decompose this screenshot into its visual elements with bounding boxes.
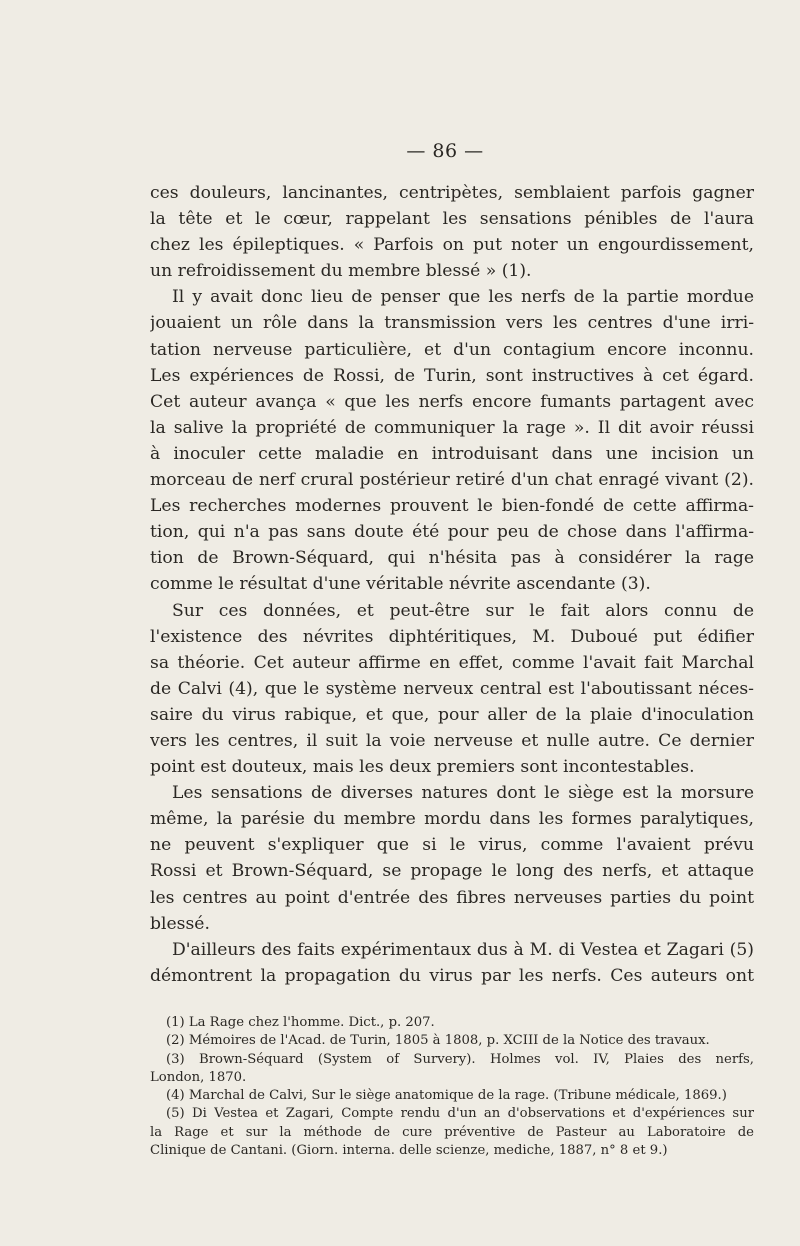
body-line: la salive la propriété de communiquer la rage ». Il dit avoir réussi (150, 417, 754, 438)
footnote-line: (1) La Rage chez l'homme. Dict., p. 207. (166, 1015, 435, 1030)
body-line: la tête et le cœur, rappelant les sensations pénibles de l'aura (150, 209, 754, 230)
body-line: morceau de nerf crural postérieur retiré d'un chat enragé vivant (2). (150, 470, 754, 491)
body-line: démontrent la propagation du virus par les nerfs. Ces auteurs ont (150, 965, 754, 986)
body-line: tation nerveuse particulière, et d'un contagium encore inconnu. (150, 339, 754, 360)
footnote-line: (3) Brown-Séquard (System of Survery). Holmes vol. IV, Plaies des nerfs, (166, 1051, 754, 1067)
footnotes (150, 1014, 754, 1160)
body-line: jouaient un rôle dans la transmission vers les centres d'une irri- (150, 313, 754, 334)
footnote-line: Clinique de Cantani. (Giorn. interna. delle scienze, mediche, 1887, n° 8 et 9.) (150, 1143, 668, 1159)
body-line: tion de Brown-Séquard, qui n'hésita pas à considérer la rage (150, 548, 754, 569)
footnote-line: London, 1870. (150, 1069, 247, 1085)
body-line: ces douleurs, lancinantes, centripètes, semblaient parfois gagner (150, 183, 754, 203)
body-line: de Calvi (4), que le système nerveux central est l'aboutissant néces- (150, 678, 754, 699)
body-line: chez les épileptiques. « Parfois on put noter un engourdissement, (150, 235, 754, 256)
body-line: Sur ces données, et peut-être sur le fait alors connu de (172, 600, 754, 621)
body-line: Rossi et Brown-Séquard, se propage le long des nerfs, et attaque (150, 861, 754, 882)
body-line: Il y avait donc lieu de penser que les nerfs de la partie mordue (172, 287, 754, 308)
footnote-line: la Rage et sur la méthode de cure préventive de Pasteur au Laboratoire de (150, 1124, 754, 1140)
body-line: saire du virus rabique, et que, pour aller de la plaie d'inoculation (150, 704, 754, 725)
body-line: Les recherches modernes prouvent le bien-fondé de cette affirma- (150, 496, 754, 517)
body-line: vers les centres, il suit la voie nerveuse et nulle autre. Ce dernier (150, 730, 754, 751)
body-text (150, 180, 754, 989)
body-line: l'existence des névrites diphtéritiques, M. Duboué put édifier (150, 626, 754, 647)
body-line: les centres au point d'entrée des fibres nerveuses parties du point (150, 887, 754, 908)
body-line: D'ailleurs des faits expérimentaux dus à M. di Vestea et Zagari (5) (172, 939, 754, 960)
footnote-line: (2) Mémoires de l'Acad. de Turin, 1805 à 1808, p. XCIII de la Notice des travaux. (166, 1033, 710, 1049)
body-line: à inoculer cette maladie en introduisant dans une incision un (150, 443, 754, 464)
body-line: sa théorie. Cet auteur affirme en effet, comme l'avait fait Marchal (150, 652, 754, 673)
body-line: Les expériences de Rossi, de Turin, sont instructives à cet égard. (150, 365, 754, 386)
body-line: blessé. (150, 913, 210, 934)
body-line: Cet auteur avança « que les nerfs encore fumants partagent avec (150, 391, 754, 412)
footnote-line: (4) Marchal de Calvi, Sur le siège anatomique de la rage. (Tribune médicale, 1869.) (166, 1088, 727, 1104)
body-line: comme le résultat d'une véritable névrite ascendante (3). (150, 574, 651, 595)
page-number: — 86 — (406, 140, 484, 162)
body-line: point est douteux, mais les deux premiers sont incontestables. (150, 757, 695, 778)
body-line: ne peuvent s'expliquer que si le virus, comme l'avaient prévu (150, 835, 754, 856)
body-line: même, la parésie du membre mordu dans les formes paralytiques, (150, 809, 754, 830)
body-line: un refroidissement du membre blessé » (1). (150, 261, 532, 282)
body-line: Les sensations de diverses natures dont le siège est la morsure (172, 783, 754, 804)
footnote-line: (5) Di Vestea et Zagari, Compte rendu d'un an d'observations et d'expériences sur (166, 1106, 754, 1122)
body-line: tion, qui n'a pas sans doute été pour peu de chose dans l'affirma- (150, 522, 754, 543)
